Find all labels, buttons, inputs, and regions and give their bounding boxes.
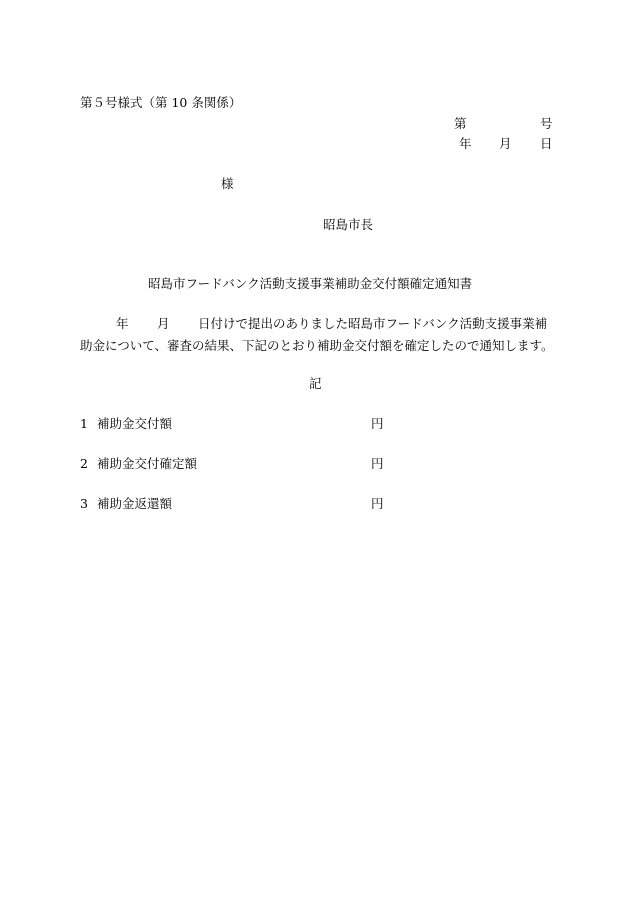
- item-unit: 円: [371, 496, 384, 511]
- document-title: 昭島市フードバンク活動支援事業補助金交付額確定通知書: [148, 276, 473, 291]
- issuer-name: 昭島市長: [323, 217, 374, 232]
- item-label: 補助金返還額: [97, 496, 173, 511]
- date-month-label: 月: [499, 136, 512, 151]
- item-number: 3: [80, 496, 88, 511]
- item-number: 2: [80, 456, 88, 471]
- date-year-label: 年: [459, 136, 472, 151]
- item-number: 1: [80, 416, 88, 431]
- item-unit: 円: [371, 416, 384, 431]
- body-line-1-text: 日付けで提出のありました昭島市フードバンク活動支援事業補: [198, 316, 548, 331]
- item-label: 補助金交付確定額: [97, 456, 198, 471]
- form-number-label: 第５号様式（第 10 条関係）: [80, 95, 242, 110]
- body-month-label: 月: [157, 316, 170, 331]
- item-unit: 円: [371, 456, 384, 471]
- document-number-suffix: 号: [540, 116, 553, 131]
- date-day-label: 日: [540, 136, 553, 151]
- ki-heading: 記: [309, 376, 322, 391]
- body-year-label: 年: [116, 316, 129, 331]
- body-paragraph-line-2: 助金について、審査の結果、下記のとおり補助金交付額を確定したので通知します。: [80, 338, 554, 353]
- addressee-honorific: 様: [221, 176, 234, 191]
- document-number-prefix: 第: [454, 116, 467, 131]
- item-label: 補助金交付額: [97, 416, 173, 431]
